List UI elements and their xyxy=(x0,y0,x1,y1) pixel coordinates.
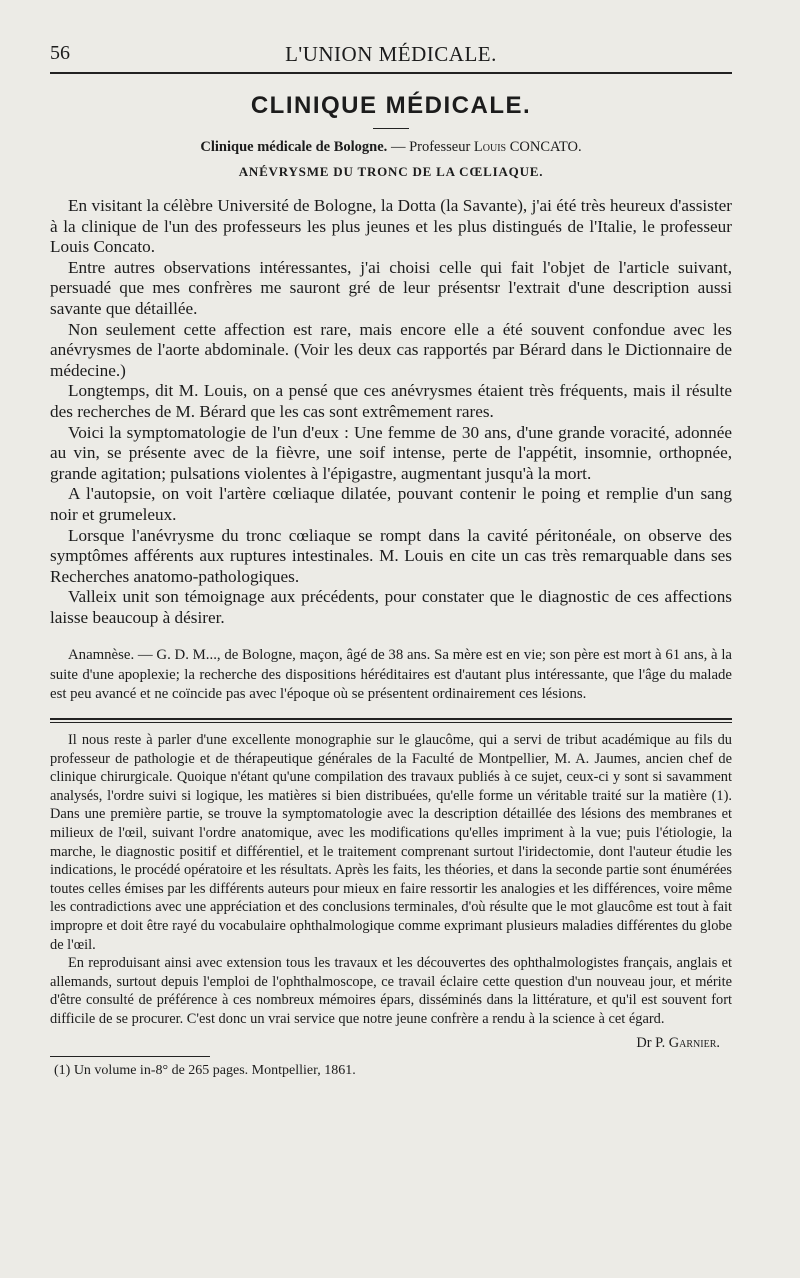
review-paragraph: Il nous reste à parler d'une excellente monographie sur le glaucôme, qui a servi de tribut académique au fils du professeur de pathologie et de thérapeutique générales de la Faculté de Montpellier, M. A. Jaumes, ancien chef de clinique chirurgicale. Quoique n'étant qu'une compilation des travaux publiés à ce sujet, ceux-ci y sont si savamment analysés, l'ordre suivi si logique, les matières si bien distribuées, qu'elle forme un véritable traité sur la matière (1). Dans une première partie, se trouve la symptomatologie avec la description détaillée des lésions des membranes et milieux de l'œil, suivant l'ordre anatomique, avec les modifications qu'elles impriment à la vue; puis l'étiologie, la marche, le diagnostic positif et différentiel, et le traitement comprenant surtout l'iridectomie, dont l'auteur étudie les indications, le procédé opératoire et les résultats. Après les faits, les théories, et dans la seconde partie sont énumérées toutes celles émises par les différents auteurs pour mieux en faire ressortir les analogies et les différences, voire même les contradictions avec une appréciation et des conclusions terminales, d'où résulte que le mot glaucôme est tout à fait impropre et doit être rayé du vocabulaire ophthalmologique comme exprimant plusieurs maladies différentes du globe de l'œil. xyxy=(50,732,732,953)
article-subtitle: ANÉVRYSME DU TRONC DE LA CŒLIAQUE. xyxy=(238,164,544,179)
running-header xyxy=(50,42,732,74)
paragraph: Voici la symptomatologie de l'un d'eux : Une femme de 30 ans, d'une grande voracité, adonnée au vin, se présente avec de la fièvre, une soif intense, perte de l'appétit, insomnie, orthopnée, grande agitation; pulsations violentes à l'épigastre, augmentant jusqu'à la mort. xyxy=(50,422,732,483)
paragraph: A l'autopsie, on voit l'artère cœliaque dilatée, pouvant contenir le poing et remplie d'un sang noir et grumeleux. xyxy=(50,484,732,524)
running-title: L'UNION MÉDICALE. xyxy=(285,42,497,66)
signature xyxy=(50,1035,720,1052)
anamnesis-paragraph: Anamnèse. — G. D. M..., de Bologne, maçon, âgé de 38 ans. Sa mère est en vie; son père est mort à 61 ans, à la suite d'une apoplexie; la recherche des dispositions héréditaires est d'autant plus intéressante, que l'âge du malade est peu avancé et ne coïncide pas avec l'époque où se présentent ordinairement ces lésions. xyxy=(50,647,732,702)
book-review xyxy=(50,731,732,1029)
section-divider xyxy=(50,718,732,723)
professor-name: Louis CONCATO. xyxy=(473,139,582,155)
signature-name: P. Garnier. xyxy=(655,1034,720,1051)
signature-title: Dr xyxy=(636,1034,652,1051)
page-content xyxy=(50,42,732,1079)
paragraph: Lorsque l'anévrysme du tronc cœliaque se rompt dans la cavité péritonéale, on observe des symptômes afférents aux ruptures intestinales. M. Louis en cite un cas très remarquable dans ses Recherches anatomo-pathologiques. xyxy=(50,525,732,586)
paragraph: Entre autres observations intéressantes, j'ai choisi celle qui fait l'objet de l'article suivant, persuadé que mes confrères me sauront gré de leur présentsr l'extrait d'une description aussi savante que détaillée. xyxy=(50,257,732,318)
paragraph: En visitant la célèbre Université de Bologne, la Dotta (la Savante), j'ai été très heureux d'assister à la clinique de l'un des professeurs les plus jeunes et les plus distingués de l'Italie, le professeur Louis Concato. xyxy=(50,196,732,257)
page-number: 56 xyxy=(50,42,70,64)
footnote: (1) Un volume in-8° de 265 pages. Montpellier, 1861. xyxy=(54,1062,356,1078)
review-paragraph: En reproduisant ainsi avec extension tous les travaux et les découvertes des ophthalmologistes français, anglais et allemands, surtout depuis l'emploi de l'ophthalmoscope, ce travail éclaire cette question d'un nouveau jour, et mérite d'être consulté de préférence à ces nombreux mémoires épars, disséminés dans la littérature, et qu'il est souvent fort difficile de se procurer. C'est donc un vrai service que notre jeune confrère a rendu à la science à cet égard. xyxy=(50,955,732,1027)
paragraph: Non seulement cette affection est rare, mais encore elle a été souvent confondue avec les anévrysmes de l'aorte abdominale. (Voir les deux cas rapportés par Bérard dans le Dictionnaire de médecine.) xyxy=(50,319,732,380)
clinic-name: Clinique médicale de Bologne. xyxy=(200,139,388,155)
article-body xyxy=(50,196,732,628)
paragraph: Longtemps, dit M. Louis, on a pensé que ces anévrysmes étaient très fréquents, mais il résulte des recherches de M. Bérard que les cas sont extrêmement rares. xyxy=(50,381,732,421)
footnote-rule xyxy=(50,1056,210,1057)
clinic-line xyxy=(50,139,732,156)
clinic-dash: — Professeur xyxy=(387,139,474,155)
section-title: CLINIQUE MÉDICALE. xyxy=(250,92,532,119)
paragraph: Valleix unit son témoignage aux précédents, pour constater que le diagnostic de ces affections laisse beaucoup à désirer. xyxy=(50,587,732,627)
title-rule xyxy=(373,128,409,129)
